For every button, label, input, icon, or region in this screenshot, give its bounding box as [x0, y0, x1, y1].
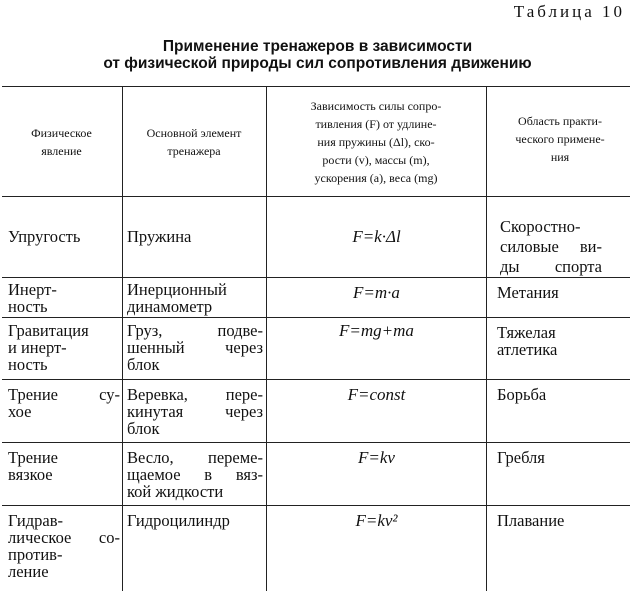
row-4-area: Борьба — [497, 385, 547, 404]
row-2-formula: F=m·a — [353, 283, 400, 302]
row-1-area: Скоростно- силовые ви- ды спорта — [500, 217, 602, 276]
col-divider-2 — [266, 86, 267, 591]
rule-row-1 — [2, 277, 630, 278]
row-5-phenomenon: Трение вязкое — [8, 448, 59, 484]
row-2-phenomenon: Инерт- ность — [8, 280, 57, 316]
row-6-phenomenon: Гидрав- лическое со- против- ление — [8, 511, 120, 581]
rule-row-2 — [2, 317, 630, 318]
header-dependency: Зависимость силы сопро- тивления (F) от удлине- ния пружины (Δl), ско- рости (v), массы (m), ускорения (a), веса (mg) — [310, 99, 442, 185]
rule-row-5 — [2, 505, 630, 506]
row-4-formula: F=const — [347, 385, 406, 404]
col-divider-3 — [486, 86, 487, 591]
row-3-formula: F=mg+ma — [339, 321, 414, 340]
header-element: Основной элемент тренажера — [146, 126, 242, 158]
col-divider-1 — [122, 86, 123, 591]
row-2-area: Метания — [497, 283, 559, 302]
table-title-line-1: Применение тренажеров в зависимости — [162, 38, 473, 55]
rule-top — [2, 86, 630, 87]
row-2-element: Инерционный динамометр — [127, 280, 227, 316]
rule-row-3 — [2, 379, 630, 380]
table-title — [0, 38, 635, 72]
row-5-formula: F=kv — [358, 448, 395, 467]
row-6-formula: F=kv² — [355, 511, 398, 530]
header-phenomenon: Физическое явление — [31, 126, 92, 158]
header-area: Область практи- ческого примене- ния — [515, 114, 605, 164]
rule-header-bottom — [2, 196, 630, 197]
rule-row-4 — [2, 442, 630, 443]
row-5-area: Гребля — [497, 448, 545, 467]
row-3-element: Груз, подве- шенный через блок — [127, 321, 263, 374]
row-6-area: Плавание — [497, 511, 565, 530]
table-title-line-2: от физической природы сил сопротивления движению — [103, 55, 532, 72]
row-4-phenomenon: Трение су- хое — [8, 385, 120, 421]
row-1-phenomenon: Упругость — [8, 227, 81, 246]
table-number: Таблица 10 — [513, 2, 625, 21]
row-6-element: Гидроцилиндр — [127, 511, 230, 530]
row-3-area: Тяжелая атлетика — [497, 323, 558, 359]
row-1-element: Пружина — [127, 227, 192, 246]
row-1-formula: F=k·Δl — [352, 227, 401, 246]
row-3-phenomenon: Гравитация и инерт- ность — [8, 321, 89, 374]
row-4-element: Веревка, пере- кинутая через блок — [127, 385, 263, 438]
row-5-element: Весло, переме- щаемое в вяз- кой жидкости — [127, 448, 263, 501]
